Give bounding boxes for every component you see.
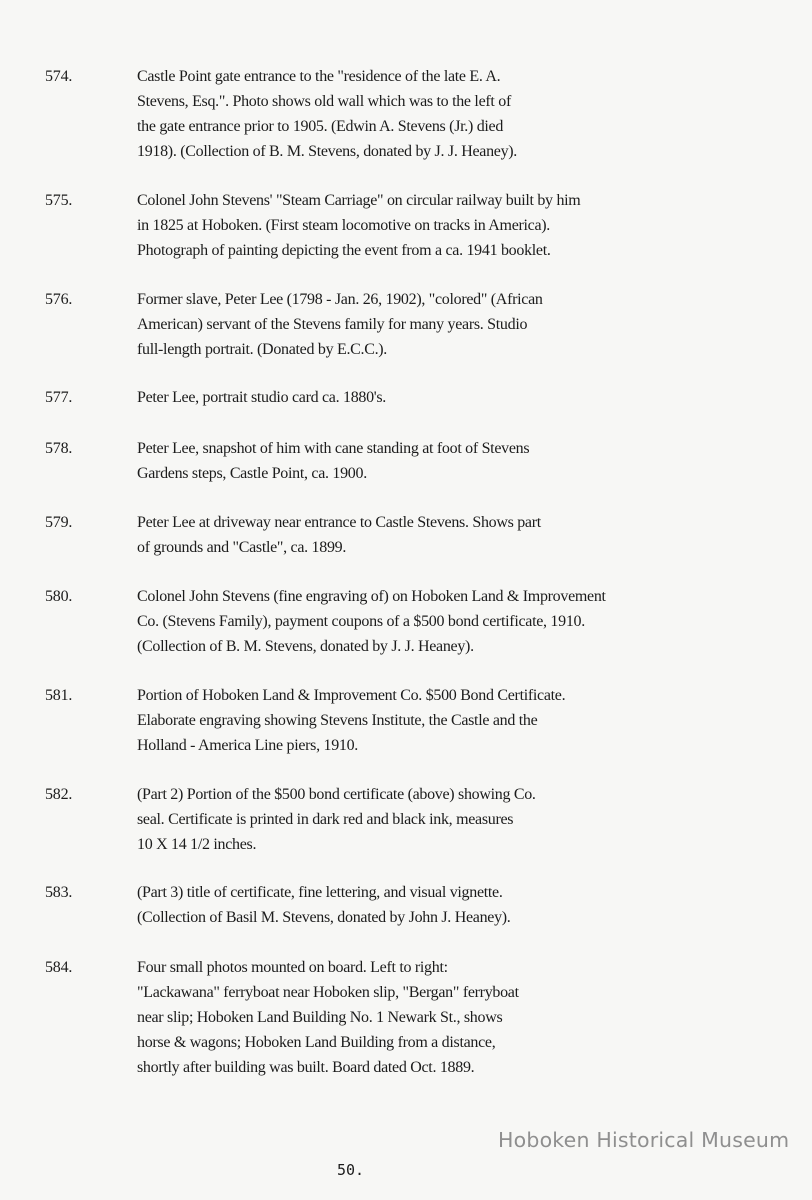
entry-number: 575. [45, 192, 73, 209]
entry-description: Castle Point gate entrance to the "residence of the late E. A. Stevens, Esq.". Photo shows old wall which was to the left of the gate entrance prior to 1905. (Edwin A. Stevens (Jr.) died 1918). (Collection of B. M. Stevens, donated by J. J. Heaney). [137, 68, 518, 160]
entry-number: 581. [45, 687, 73, 704]
entry-description: Peter Lee, portrait studio card ca. 1880's. [137, 389, 387, 406]
entry-description: Peter Lee, snapshot of him with cane standing at foot of Stevens Gardens steps, Castle Point, ca. 1900. [137, 440, 530, 482]
entry-number: 578. [45, 440, 73, 457]
entry-description: (Part 3) title of certificate, fine lettering, and visual vignette. (Collection of Basil M. Stevens, donated by John J. Heaney). [137, 884, 511, 926]
entry-number: 583. [45, 884, 73, 901]
entry-number: 582. [45, 786, 73, 803]
entry-description: Colonel John Stevens' "Steam Carriage" on circular railway built by him in 1825 at Hoboken. (First steam locomotive on tracks in America). Photograph of painting depicting the event from a ca. 1941 booklet. [137, 192, 581, 259]
entry-description: (Part 2) Portion of the $500 bond certificate (above) showing Co. seal. Certificate is printed in dark red and black ink, measures 10 X 14 1/2 inches. [137, 786, 536, 853]
entry-number: 576. [45, 291, 73, 308]
entry-description: Portion of Hoboken Land & Improvement Co. $500 Bond Certificate. Elaborate engraving showing Stevens Institute, the Castle and the Holland - America Line piers, 1910. [137, 687, 566, 754]
entry-description: Colonel John Stevens (fine engraving of) on Hoboken Land & Improvement Co. (Stevens Family), payment coupons of a $500 bond certificate, 1910. (Collection of B. M. Stevens, donated by J. J. Heaney). [137, 588, 606, 655]
entry-description: Four small photos mounted on board. Left to right: "Lackawana" ferryboat near Hoboken slip, "Bergan" ferryboat near slip; Hoboken Land Building No. 1 Newark St., shows horse & wagons; Hoboken Land Building from a distance, shortly after building was built. Board dated Oct. 1889. [137, 959, 519, 1076]
entry-number: 577. [45, 389, 73, 406]
entry-number: 574. [45, 68, 73, 85]
entry-description: Former slave, Peter Lee (1798 - Jan. 26, 1902), "colored" (African American) servant of the Stevens family for many years. Studio full-length portrait. (Donated by E.C.C.). [137, 291, 543, 358]
entry-number: 579. [45, 514, 73, 531]
entry-number: 580. [45, 588, 73, 605]
page-number: 50. [337, 1161, 365, 1179]
entry-number: 584. [45, 959, 73, 976]
entry-description: Peter Lee at driveway near entrance to Castle Stevens. Shows part of grounds and "Castle", ca. 1899. [137, 514, 541, 556]
museum-watermark: Hoboken Historical Museum [498, 1128, 790, 1152]
